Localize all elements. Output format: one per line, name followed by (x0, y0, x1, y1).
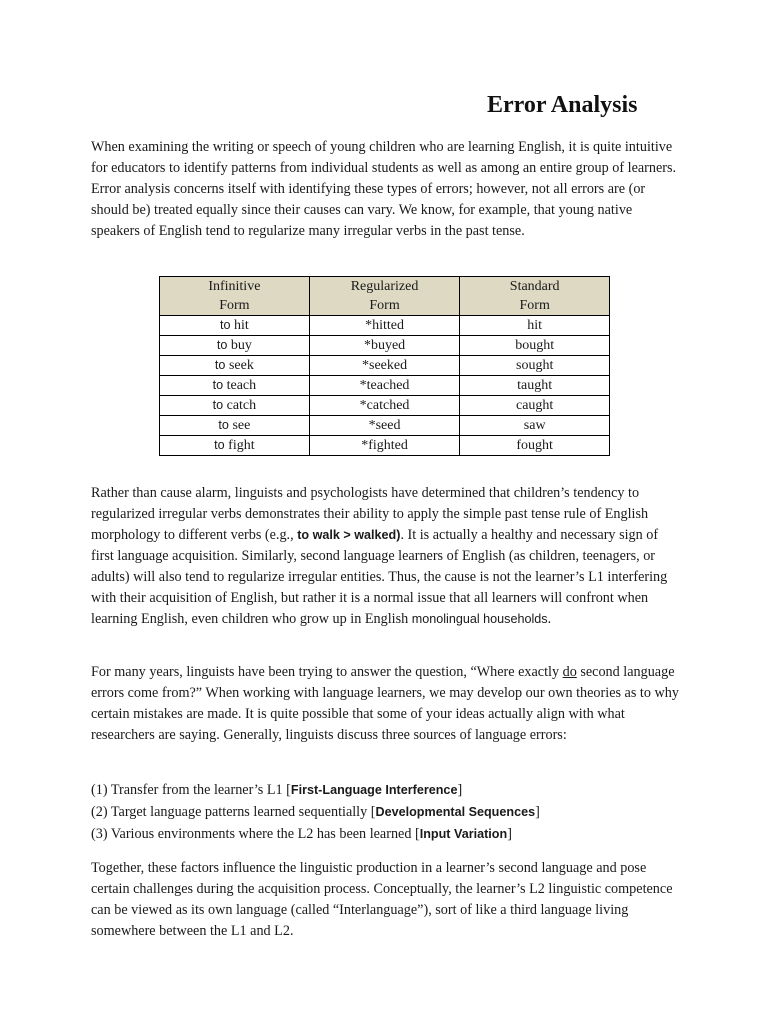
regularized-cell: *buyed (309, 336, 460, 356)
list-close: ] (535, 804, 540, 820)
list-text: Transfer from the learner’s L1 [ (110, 782, 291, 798)
table-row (160, 376, 610, 396)
list-item (91, 779, 681, 801)
list-item (91, 823, 681, 845)
error-sources-list (91, 779, 681, 845)
para2-text-a: Rather than cause alarm, linguists and psychologists have determined that children’s tendency to regularized irregular verbs demonstrates their ability to apply the simple past tense rule of English morphology to different verbs (e.g., (91, 485, 649, 543)
regularized-cell: *seed (309, 416, 460, 436)
infinitive-cell: to see (160, 416, 310, 436)
list-term: First-Language Interference (290, 783, 458, 797)
regularized-cell: *seeked (309, 356, 460, 376)
standard-cell: hit (460, 316, 610, 336)
underlined-do: do (562, 664, 577, 680)
list-item (91, 801, 681, 823)
standard-cell: bought (460, 336, 610, 356)
list-text: Target language patterns learned sequentially [ (110, 804, 376, 820)
table-row (160, 316, 610, 336)
para3-text-a: For many years, linguists have been trying to answer the question, “Where exactly (91, 664, 563, 680)
infinitive-cell: to hit (160, 316, 310, 336)
table-row (160, 416, 610, 436)
table-row (160, 356, 610, 376)
interlanguage-paragraph: Together, these factors influence the linguistic production in a learner’s second language and pose certain challenges during the acquisition process. Conceptually, the learner’s L2 linguistic competence can be viewed as its own language (called “Interlanguage”), sort of like a third language living somewhere between the L1 and L2. (91, 860, 673, 939)
header-infinitive: Infinitive Form (160, 277, 310, 316)
intro-paragraph: When examining the writing or speech of young children who are learning English, it is quite intuitive for educators to identify patterns from individual students as well as among an entire group of learners. Error analysis concerns itself with identifying these types of errors; however, not all errors are (or should be) treated equally since their causes can vary. We know, for example, that young native speakers of English tend to regularize many irregular verbs in the past tense. (91, 139, 677, 239)
para3-text-b: second language errors come from?” When working with language learners, we may develop our own theories as to why certain mistakes are made. It is quite possible that some of your ideas actually align with what researchers are saying. Generally, linguists discuss three sources of language errors: (91, 664, 679, 743)
infinitive-cell: to seek (160, 356, 310, 376)
verb-forms-table (159, 276, 610, 456)
list-close: ] (507, 826, 512, 842)
monolingual-households: monolingual households (411, 612, 548, 626)
list-close: ] (457, 782, 463, 798)
infinitive-cell: to catch (160, 396, 310, 416)
table-row (160, 396, 610, 416)
standard-cell: caught (460, 396, 610, 416)
regularized-cell: *hitted (309, 316, 460, 336)
regularized-cell: *fighted (309, 436, 460, 456)
infinitive-cell: to fight (160, 436, 310, 456)
question-paragraph (91, 662, 681, 746)
page-title: Error Analysis (487, 92, 638, 118)
standard-cell: sought (460, 356, 610, 376)
regularization-paragraph (91, 483, 681, 630)
standard-cell: taught (460, 376, 610, 396)
walk-example: to walk > walked) (297, 528, 401, 542)
standard-cell: fought (460, 436, 610, 456)
list-term: Input Variation (419, 827, 508, 841)
list-number: (3) (91, 826, 108, 842)
standard-cell: saw (460, 416, 610, 436)
table-row (160, 436, 610, 456)
list-number: (1) (91, 782, 108, 798)
para2-text-c: . (547, 611, 552, 627)
table-row (160, 336, 610, 356)
regularized-cell: *catched (309, 396, 460, 416)
table-header-row (160, 277, 610, 316)
para2-text-b: . It is actually a healthy and necessary sign of first language acquisition. Similarly, second language learners of English (as children, teenagers, or adults) will also tend to regularize irregular entities. Thus, the cause is not the learner’s L1 interfering with their acquisition of English, but rather it is a normal issue that all learners will confront when learning English, even children who grow up in English (91, 527, 668, 627)
list-term: Developmental Sequences (375, 805, 536, 819)
list-text: Various environments where the L2 has been learned [ (110, 826, 420, 842)
regularized-cell: *teached (309, 376, 460, 396)
list-number: (2) (91, 804, 108, 820)
infinitive-cell: to buy (160, 336, 310, 356)
header-standard: Standard Form (460, 277, 610, 316)
infinitive-cell: to teach (160, 376, 310, 396)
header-regularized: Regularized Form (309, 277, 460, 316)
